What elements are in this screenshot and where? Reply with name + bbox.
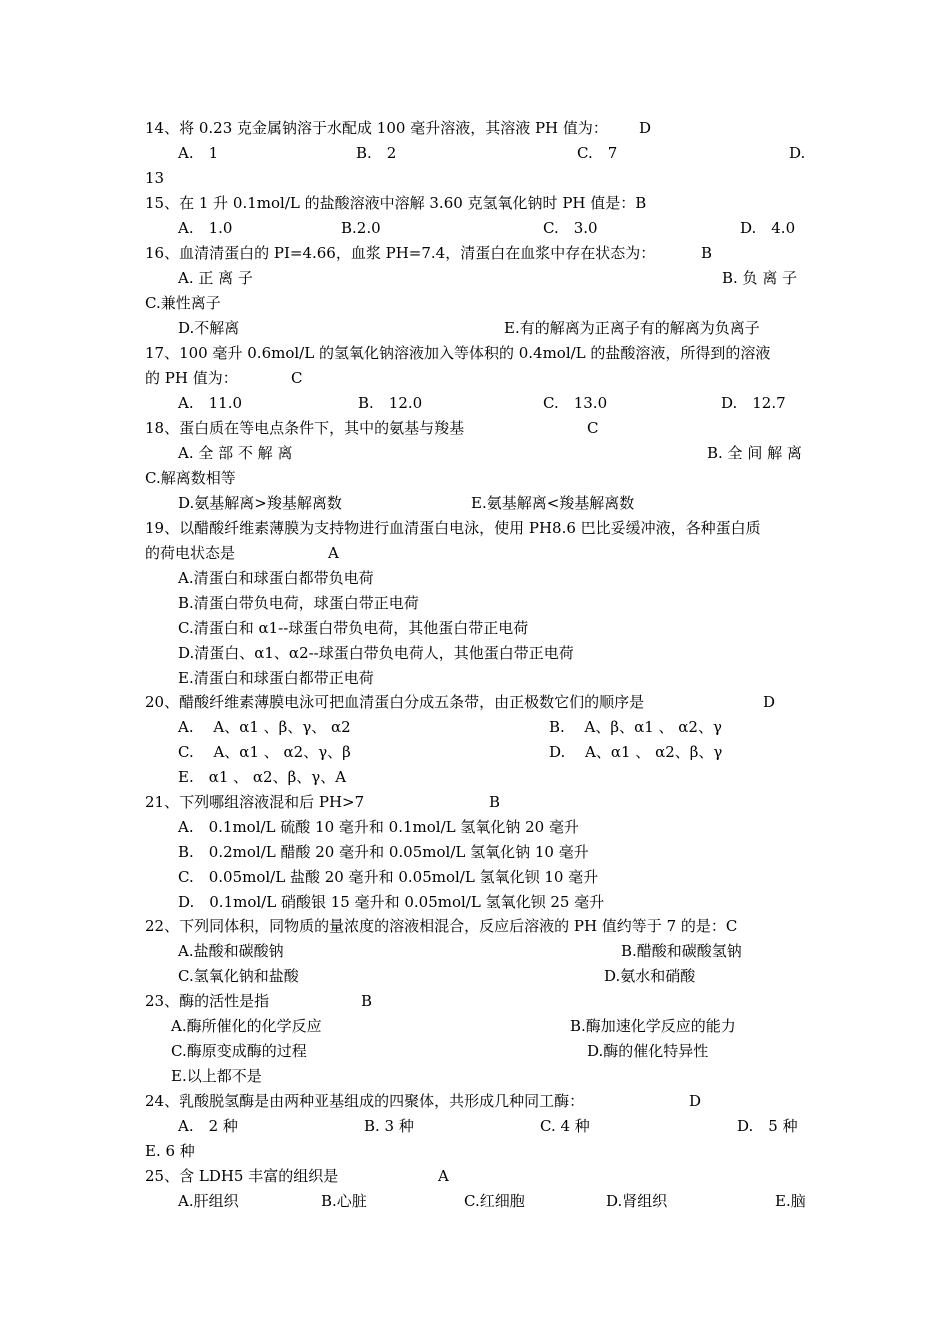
q14-options xyxy=(145,141,807,166)
q16-stem xyxy=(145,241,807,266)
q25-stem-text: 25、含 LDH5 丰富的组织是 xyxy=(145,1167,339,1185)
q18-wrap xyxy=(145,466,807,491)
q19-opt-c: C.清蛋白和 α1--球蛋白带负电荷，其他蛋白带正电荷 xyxy=(178,619,529,637)
q23-opt-b: B.酶加速化学反应的能力 xyxy=(570,1017,736,1035)
q16-stem-text: 16、血清清蛋白的 PI=4.66，血浆 PH=7.4，清蛋白在血浆中存在状态为： xyxy=(145,244,656,262)
q19-opt-e: E.清蛋白和球蛋白都带正电荷 xyxy=(178,669,374,687)
q24-answer: D xyxy=(689,1092,702,1110)
q19-opt-d: D.清蛋白、α1、α2--球蛋白带负电荷人，其他蛋白带正电荷 xyxy=(178,644,574,662)
q15-opt-b: B.2.0 xyxy=(341,219,381,237)
q16-answer: B xyxy=(701,244,713,262)
q24-opt-d: D. 5 种 xyxy=(737,1117,798,1135)
q23-answer: B xyxy=(361,992,373,1010)
q23-options-2 xyxy=(145,1039,807,1064)
q17-stem-text-2: 的 PH 值为： xyxy=(145,369,238,387)
q20-option-e xyxy=(145,765,807,790)
q18-opt-b: B. 全 间 解 离 xyxy=(707,444,802,462)
q24-opt-a: A. 2 种 xyxy=(178,1117,238,1135)
q21-opt-b: B. 0.2mol/L 醋酸 20 毫升和 0.05mol/L 氢氧化钠 10 毫升 xyxy=(178,843,589,861)
q16-opt-c: C.兼性离子 xyxy=(145,294,221,312)
q17-opt-c: C. 13.0 xyxy=(543,394,608,412)
q16-options xyxy=(145,266,807,291)
q25-stem xyxy=(145,1164,807,1189)
q23-opt-d: D.酶的催化特异性 xyxy=(587,1042,709,1060)
q14-opt-d: D. xyxy=(789,144,806,162)
q22-options-2 xyxy=(145,964,807,989)
q18-stem xyxy=(145,416,807,441)
q18-stem-text: 18、蛋白质在等电点条件下，其中的氨基与羧基 xyxy=(145,419,465,437)
q25-opt-a: A.肝组织 xyxy=(178,1192,239,1210)
q20-opt-b: B. A、β、α1 、 α2、γ xyxy=(549,718,722,736)
q19-option-a xyxy=(145,566,807,591)
q18-options xyxy=(145,441,807,466)
q20-stem xyxy=(145,690,807,715)
q24-stem xyxy=(145,1089,807,1114)
q19-option-b xyxy=(145,591,807,616)
q19-opt-b: B.清蛋白带负电荷，球蛋白带正电荷 xyxy=(178,594,419,612)
q22-opt-d: D.氨水和硝酸 xyxy=(604,967,696,985)
q15-stem-text: 15、在 1 升 0.1mol/L 的盐酸溶液中溶解 3.60 克氢氧化钠时 PH 值是：B xyxy=(145,194,647,212)
q20-stem-text: 20、醋酸纤维素薄膜电泳可把血清蛋白分成五条带，由正极数它们的顺序是 xyxy=(145,693,645,711)
q21-option-c xyxy=(145,865,807,890)
q18-answer: C xyxy=(587,419,599,437)
q16-opt-e: E.有的解离为正离子有的解离为负离子 xyxy=(504,319,760,337)
q25-answer: A xyxy=(438,1167,449,1185)
q17-answer: C xyxy=(291,369,303,387)
q19-option-d xyxy=(145,641,807,666)
q20-opt-a: A. A、α1 、β、γ、 α2 xyxy=(178,718,351,736)
q17-opt-a: A. 11.0 xyxy=(178,394,242,412)
q15-stem xyxy=(145,191,807,216)
q19-option-e xyxy=(145,666,807,691)
q25-opt-d: D.肾组织 xyxy=(606,1192,668,1210)
q18-opt-d: D.氨基解离>羧基解离数 xyxy=(178,494,342,512)
q14-stem xyxy=(145,116,807,141)
q21-stem xyxy=(145,790,807,815)
q21-opt-a: A. 0.1mol/L 硫酸 10 毫升和 0.1mol/L 氢氧化钠 20 毫升 xyxy=(178,818,579,836)
q20-options-2 xyxy=(145,740,807,765)
q23-option-e xyxy=(145,1064,807,1089)
q25-opt-c: C.红细胞 xyxy=(464,1192,525,1210)
q22-opt-c: C.氢氧化钠和盐酸 xyxy=(178,967,299,985)
q15-options xyxy=(145,216,807,241)
q14-opt-a: A. 1 xyxy=(178,144,219,162)
q14-opt-b: B. 2 xyxy=(356,144,397,162)
q24-stem-text: 24、乳酸脱氢酶是由两种亚基组成的四聚体，共形成几种同工酶： xyxy=(145,1092,585,1110)
q21-answer: B xyxy=(489,793,501,811)
q17-opt-b: B. 12.0 xyxy=(358,394,423,412)
q19-option-c xyxy=(145,616,807,641)
q19-opt-a: A.清蛋白和球蛋白都带负电荷 xyxy=(178,569,374,587)
q22-stem-text: 22、下列同体积，同物质的量浓度的溶液相混合，反应后溶液的 PH 值约等于 7 的是：C xyxy=(145,917,738,935)
q24-wrap xyxy=(145,1139,807,1164)
q22-opt-a: A.盐酸和碳酸钠 xyxy=(178,942,284,960)
q18-opt-e: E.氨基解离<羧基解离数 xyxy=(471,494,635,512)
q24-opt-b: B. 3 种 xyxy=(364,1117,414,1135)
q21-option-b xyxy=(145,840,807,865)
q20-options xyxy=(145,715,807,740)
q19-stem-2 xyxy=(145,541,807,566)
q20-opt-e: E. α1 、 α2、β、γ、A xyxy=(178,768,347,786)
q23-opt-e: E.以上都不是 xyxy=(171,1067,262,1085)
q14-opt-c: C. 7 xyxy=(577,144,618,162)
q18-opt-c: C.解离数相等 xyxy=(145,469,236,487)
q23-stem-text: 23、酶的活性是指 xyxy=(145,992,270,1010)
q16-opt-a: A. 正 离 子 xyxy=(178,269,253,287)
q14-answer: D xyxy=(639,119,652,137)
q18-opt-a: A. 全 部 不 解 离 xyxy=(178,444,293,462)
q21-option-d xyxy=(145,890,807,915)
q15-opt-a: A. 1.0 xyxy=(178,219,233,237)
q22-stem xyxy=(145,914,807,939)
q16-options-2 xyxy=(145,316,807,341)
q21-opt-d: D. 0.1mol/L 硝酸银 15 毫升和 0.05mol/L 氢氧化钡 25 毫升 xyxy=(178,893,605,911)
q22-options xyxy=(145,939,807,964)
q19-answer: A xyxy=(328,544,339,562)
q23-opt-a: A.酶所催化的化学反应 xyxy=(171,1017,322,1035)
q23-opt-c: C.酶原变成酶的过程 xyxy=(171,1042,307,1060)
q21-opt-c: C. 0.05mol/L 盐酸 20 毫升和 0.05mol/L 氢氧化钡 10 毫升 xyxy=(178,868,599,886)
q21-stem-text: 21、下列哪组溶液混和后 PH>7 xyxy=(145,793,365,811)
q22-opt-b: B.醋酸和碳酸氢钠 xyxy=(621,942,742,960)
q23-options xyxy=(145,1014,807,1039)
q15-opt-c: C. 3.0 xyxy=(543,219,598,237)
q20-opt-c: C. A、α1 、 α2、γ、β xyxy=(178,743,351,761)
q24-options xyxy=(145,1114,807,1139)
q20-answer: D xyxy=(763,693,776,711)
q17-stem-2 xyxy=(145,366,807,391)
q14-stem-text: 14、将 0.23 克金属钠溶于水配成 100 毫升溶液，其溶液 PH 值为： xyxy=(145,119,608,137)
q19-stem xyxy=(145,516,807,541)
q20-opt-d: D. A、α1 、 α2、β、γ xyxy=(549,743,723,761)
q25-opt-b: B.心脏 xyxy=(321,1192,367,1210)
q18-options-2 xyxy=(145,491,807,516)
q21-option-a xyxy=(145,815,807,840)
q14-wrap xyxy=(145,166,807,191)
q17-stem xyxy=(145,341,807,366)
q17-options xyxy=(145,391,807,416)
q16-opt-d: D.不解离 xyxy=(178,319,240,337)
q15-opt-d: D. 4.0 xyxy=(740,219,796,237)
q25-opt-e: E.脑 xyxy=(775,1192,806,1210)
q14-opt-d-value: 13 xyxy=(145,169,165,187)
q19-stem-text-2: 的荷电状态是 xyxy=(145,544,236,562)
q16-opt-b: B. 负 离 子 xyxy=(722,269,798,287)
q24-opt-c: C. 4 种 xyxy=(540,1117,590,1135)
q19-stem-text: 19、以醋酸纤维素薄膜为支持物进行血清蛋白电泳，使用 PH8.6 巴比妥缓冲液，各种蛋白质 xyxy=(145,519,761,537)
q17-opt-d: D. 12.7 xyxy=(721,394,786,412)
q23-stem xyxy=(145,989,807,1014)
q25-options xyxy=(145,1189,807,1214)
q17-stem-text: 17、100 毫升 0.6mol/L 的氢氧化钠溶液加入等体积的 0.4mol/L 的盐酸溶液，所得到的溶液 xyxy=(145,344,771,362)
q16-wrap xyxy=(145,291,807,316)
q24-opt-e: E. 6 种 xyxy=(145,1142,195,1160)
